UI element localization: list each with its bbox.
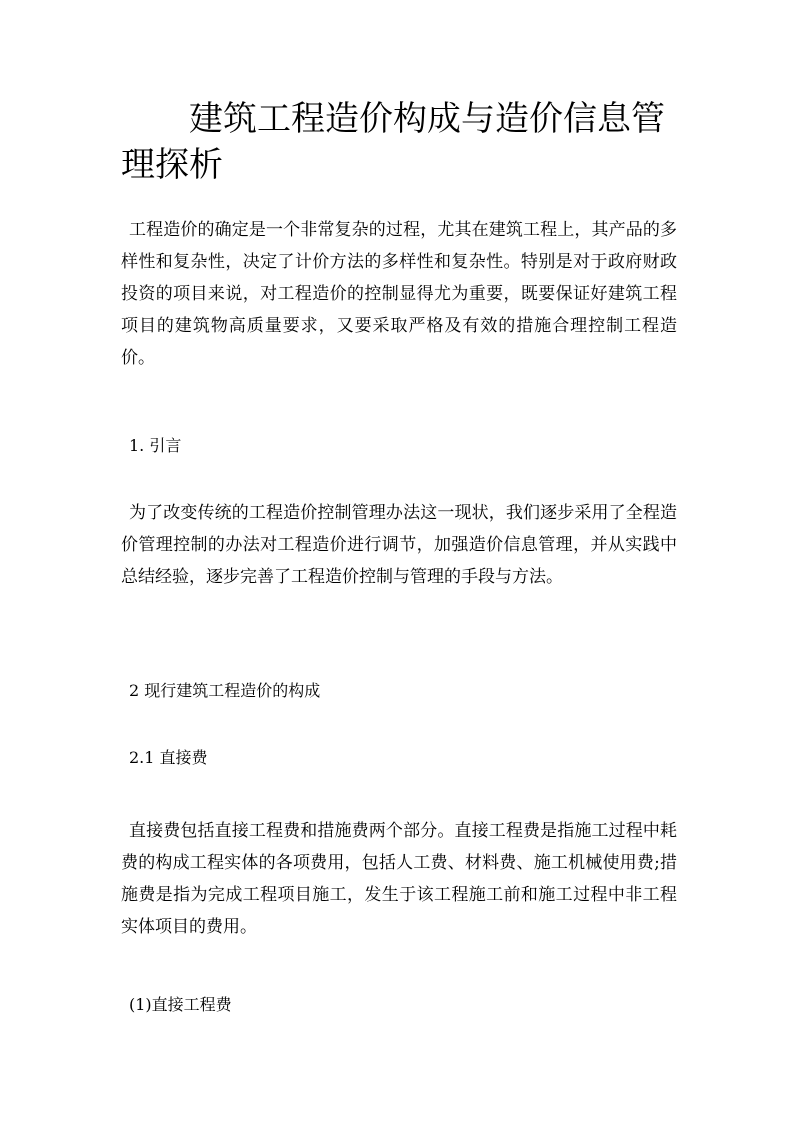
section-2-heading: 2 现行建筑工程造价的构成 xyxy=(129,681,321,700)
section-2-1-paragraph: 直接费包括直接工程费和措施费两个部分。直接工程费是指施工过程中耗费的构成工程实体的各项费用，包括人工费、材料费、施工机械使用费;措施费是指为完成工程项目施工，发生于该工程施工前和施工过程中非工程实体项目的费用。 xyxy=(121,821,677,937)
section-2-1-heading: 2.1 直接费 xyxy=(129,748,208,767)
section-1-paragraph: 为了改变传统的工程造价控制管理办法这一现状，我们逐步采用了全程造价管理控制的办法对工程造价进行调节，加强造价信息管理，并从实践中总结经验，逐步完善了工程造价控制与管理的手段与方法。 xyxy=(121,503,677,587)
document-title: 建筑工程造价构成与造价信息管理探析 xyxy=(121,99,665,185)
section-1-heading: 1. 引言 xyxy=(129,436,182,455)
subsection-1-heading: (1)直接工程费 xyxy=(129,995,232,1014)
intro-paragraph: 工程造价的确定是一个非常复杂的过程，尤其在建筑工程上，其产品的多样性和复杂性，决定了计价方法的多样性和复杂性。特别是对于政府财政投资的项目来说，对工程造价的控制显得尤为重要，既要保证好建筑工程项目的建筑物高质量要求，又要采取严格及有效的措施合理控制工程造价。 xyxy=(121,220,677,368)
